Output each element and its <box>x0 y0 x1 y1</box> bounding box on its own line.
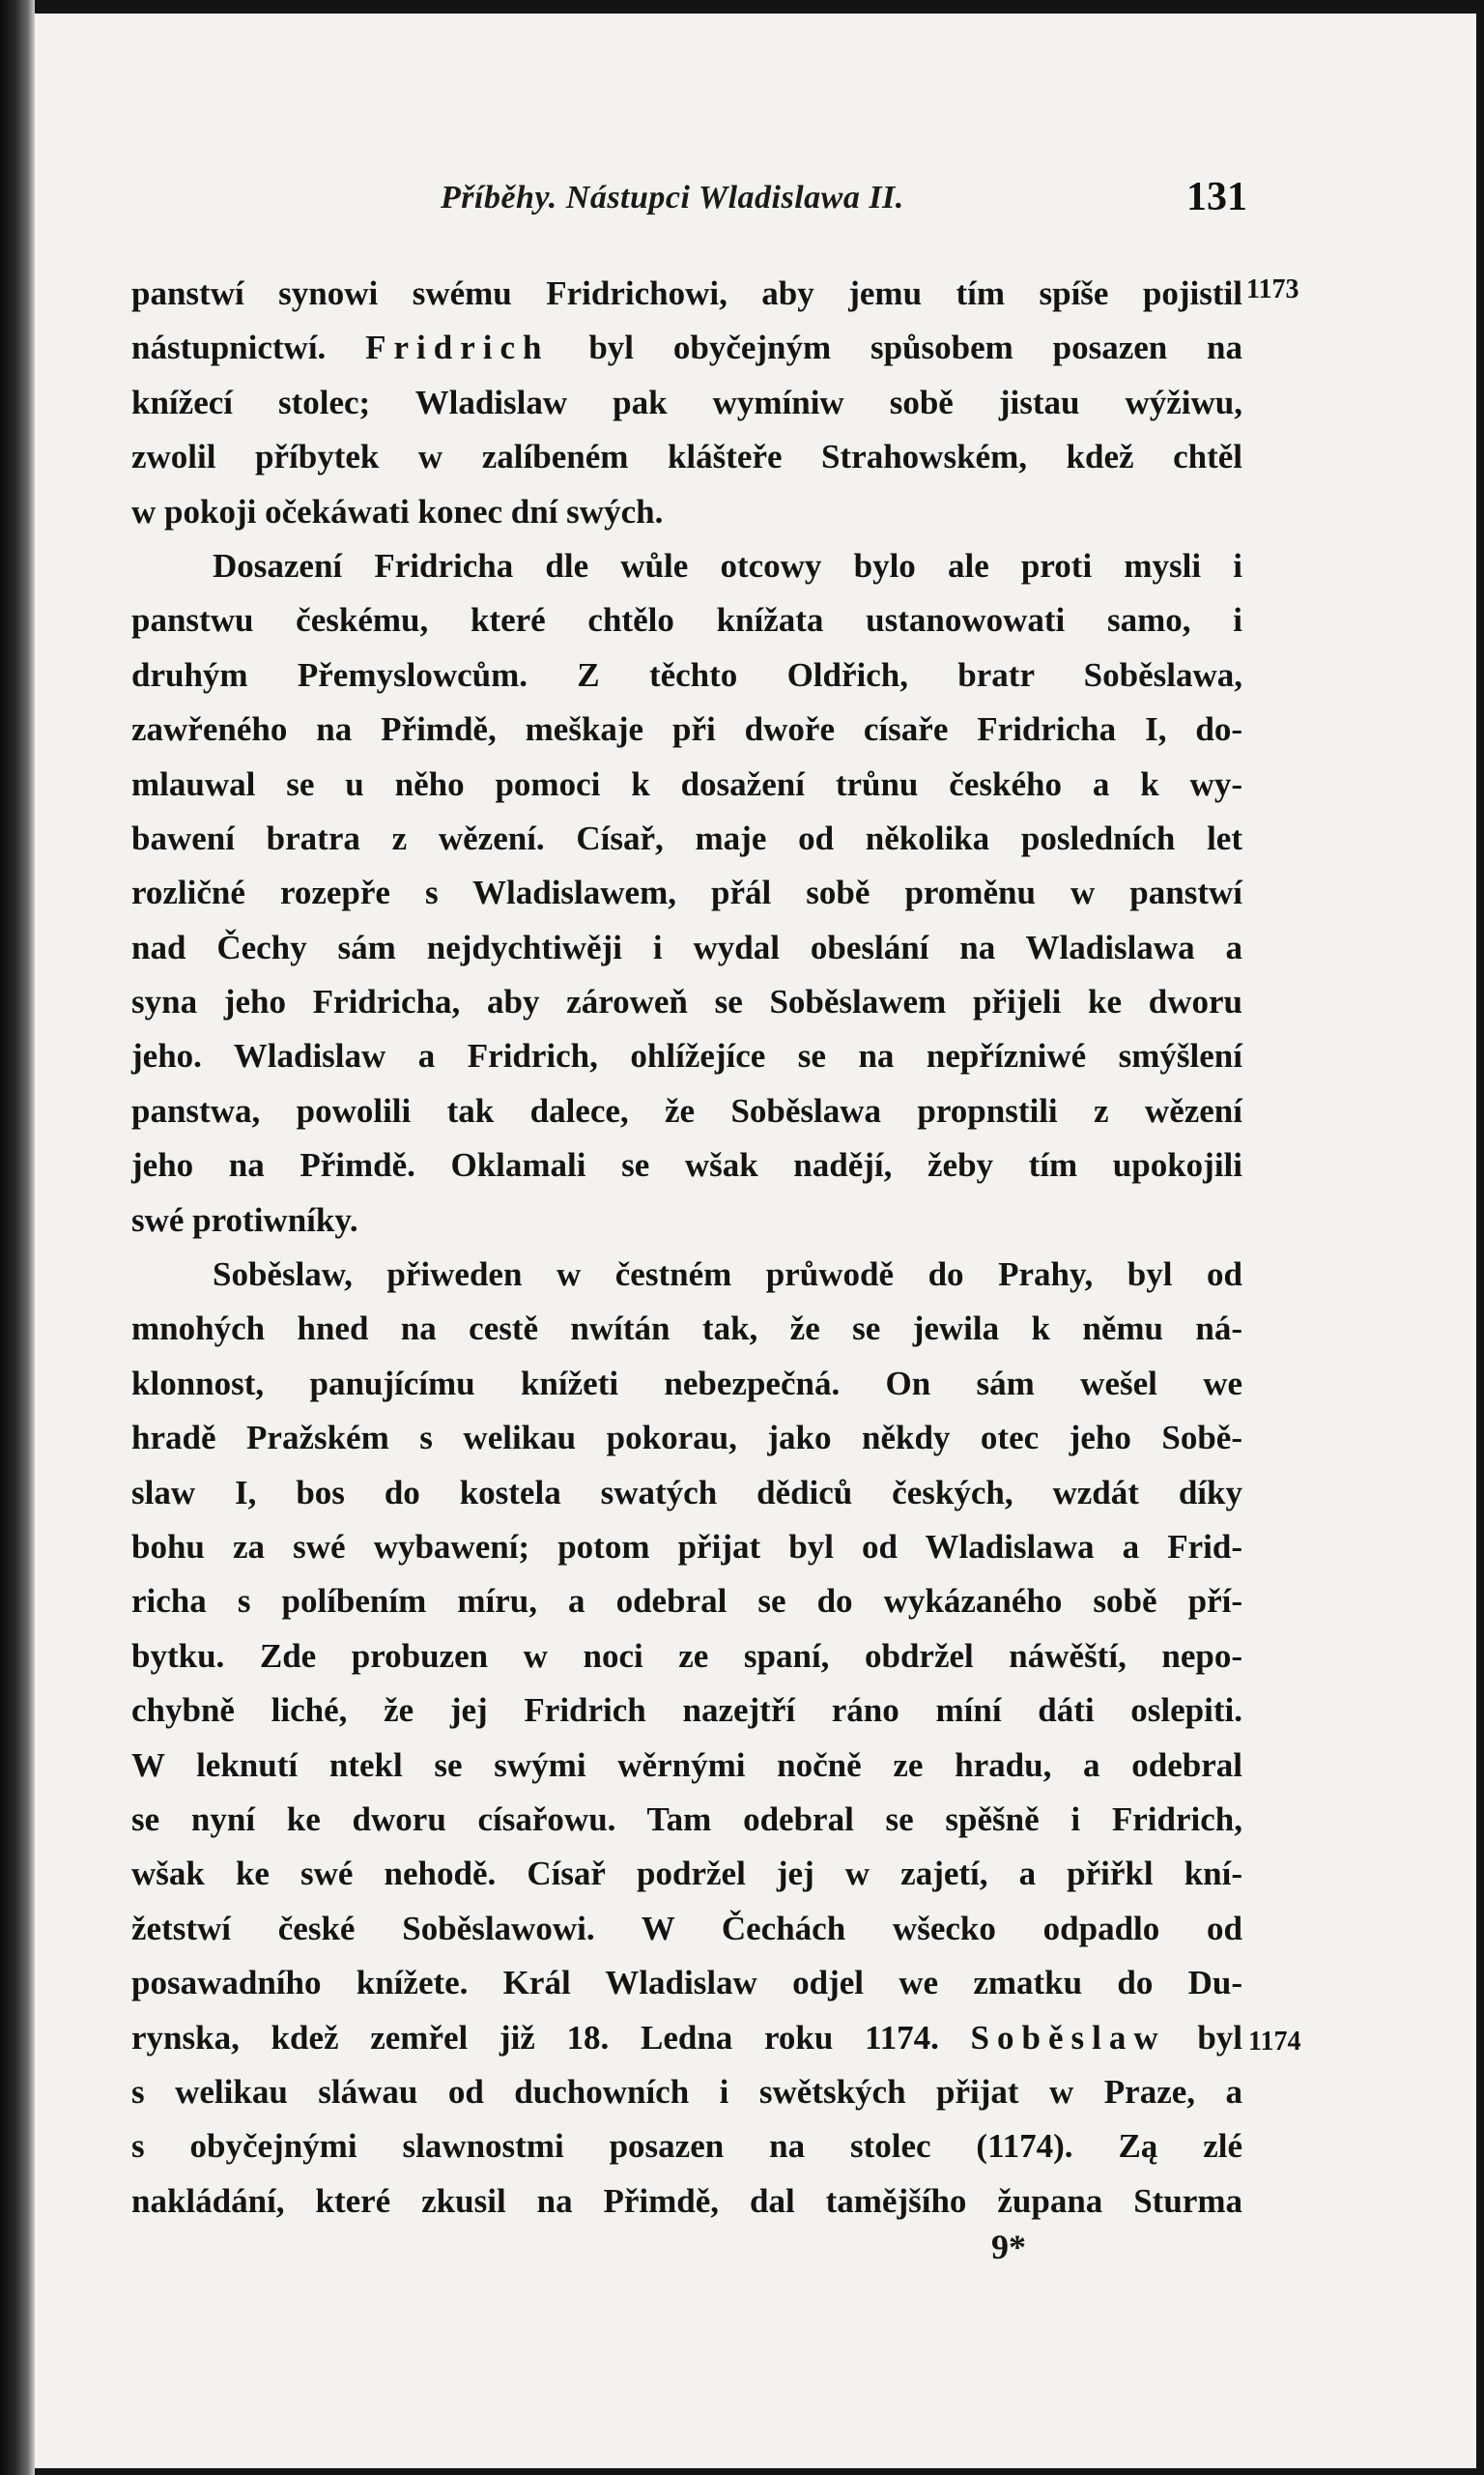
text-line: posawadního knížete. Král Wladislaw odjel we zmatku do Du- <box>131 1964 1242 2002</box>
text-line: slaw I, bos do kostela swatých dědiců českých, wzdát díky <box>131 1473 1242 1511</box>
text-line: žetstwí české Soběslawowi. W Čechách wšecko odpadlo od <box>131 1909 1242 1947</box>
text-span-spaced-name: Soběslaw <box>970 2018 1166 2057</box>
text-line: richa s políbením míru, a odebral se do wykázaného sobě pří- <box>131 1582 1242 1621</box>
text-line: jeho na Přimdě. Oklamali se wšak nadějí, žeby tím upokojili <box>131 1146 1242 1185</box>
text-line-paragraph-start: Soběslaw, přiweden w čestném průwodě do Prahy, byl od <box>213 1255 1242 1294</box>
text-line: zwolil příbytek w zalíbeném klášteře Strahowském, kdež chtěl <box>131 438 1242 476</box>
text-span: nástupnictwí. <box>131 329 327 367</box>
text-line <box>131 321 1242 375</box>
margin-year-1174: 1174 <box>1248 2027 1301 2057</box>
running-header-title: Příběhy. Nástupci Wladislawa II. <box>441 180 904 216</box>
book-spine-edge <box>0 0 35 2475</box>
text-line: mlauwal se u něho pomoci k dosažení trůnu českého a k wy- <box>131 764 1242 803</box>
margin-year-1173: 1173 <box>1246 274 1299 304</box>
text-line: mnohých hned na cestě nwítán tak, že se jewila k němu ná- <box>131 1309 1242 1348</box>
text-line: knížecí stolec; Wladislaw pak wymíniw sobě jistau wýžiwu, <box>131 383 1242 421</box>
page-number: 131 <box>1186 175 1247 219</box>
text-line: nad Čechy sám nejdychtiwěji i wydal obeslání na Wladislawa a <box>131 928 1242 966</box>
text-line: panstwí synowi swému Fridrichowi, aby jemu tím spíše pojistil <box>131 274 1242 312</box>
text-line: s welikau sláwau od duchowních i swětských přijat w Praze, a <box>131 2072 1242 2111</box>
text-line: rozličné rozepře s Wladislawem, přál sobě proměnu w panstwí <box>131 874 1242 912</box>
text-line: wšak ke swé nehodě. Císař podržel jej w zajetí, a přiřkl kní- <box>131 1855 1242 1893</box>
text-line: se nyní ke dworu císařowu. Tam odebral se spěšně i Fridrich, <box>131 1799 1242 1838</box>
text-line: klonnost, panujícímu knížeti nebezpečná. On sám wešel we <box>131 1364 1242 1402</box>
text-line: panstwa, powolili tak dalece, že Soběslawa propnstili z wězení <box>131 1091 1242 1130</box>
text-line: bohu za swé wybawení; potom přijat byl od Wladislawa a Frid- <box>131 1527 1242 1566</box>
text-line: chybně liché, že jej Fridrich nazejtří ráno míní dáti oslepiti. <box>131 1691 1242 1730</box>
text-span-spaced-name: Fridrich <box>365 329 550 367</box>
text-line: druhým Přemyslowcům. Z těchto Oldřich, bratr Soběslawa, <box>131 655 1242 694</box>
text-line: w pokoji očekáwati konec dní swých. <box>131 492 664 531</box>
text-line: W leknutí ntekl se swými wěrnými nočně ze hradu, a odebral <box>131 1745 1242 1784</box>
text-line: swé protiwníky. <box>131 1200 358 1239</box>
book-page <box>35 14 1476 2468</box>
text-line-paragraph-start: Dosazení Fridricha dle wůle otcowy bylo ale proti mysli i <box>213 546 1242 585</box>
body-text <box>131 267 1242 2229</box>
text-line: bytku. Zde probuzen w noci ze spaní, obdržel náwěští, nepo- <box>131 1636 1242 1675</box>
text-line: nakládání, které zkusil na Přimdě, dal tamějšího župana Sturma <box>131 2181 1242 2220</box>
text-span: byl <box>1197 2018 1243 2057</box>
text-line: hradě Pražském s welikau pokorau, jako někdy otec jeho Sobě- <box>131 1419 1242 1457</box>
text-line: jeho. Wladislaw a Fridrich, ohlížejíce se na nepřízniwé smýšlení <box>131 1037 1242 1076</box>
text-line: panstwu českému, které chtělo knížata ustanowowati samo, i <box>131 601 1242 640</box>
text-line: bawení bratra z wězení. Císař, maje od několika posledních let <box>131 819 1242 857</box>
text-span: byl obyčejným spůsobem posazen na <box>588 329 1243 367</box>
signature-mark: 9* <box>991 2228 1026 2266</box>
text-line <box>131 2011 1242 2065</box>
text-line: syna jeho Fridricha, aby zároweň se Soběslawem přijeli ke dworu <box>131 983 1242 1022</box>
text-line: zawřeného na Přimdě, meškaje při dwoře císaře Fridricha I, do- <box>131 710 1242 749</box>
text-span: rynska, kdež zemřel již 18. Ledna roku 1174. <box>131 2018 939 2057</box>
text-line: s obyčejnými slawnostmi posazen na stolec (1174). Zą zlé <box>131 2127 1242 2166</box>
